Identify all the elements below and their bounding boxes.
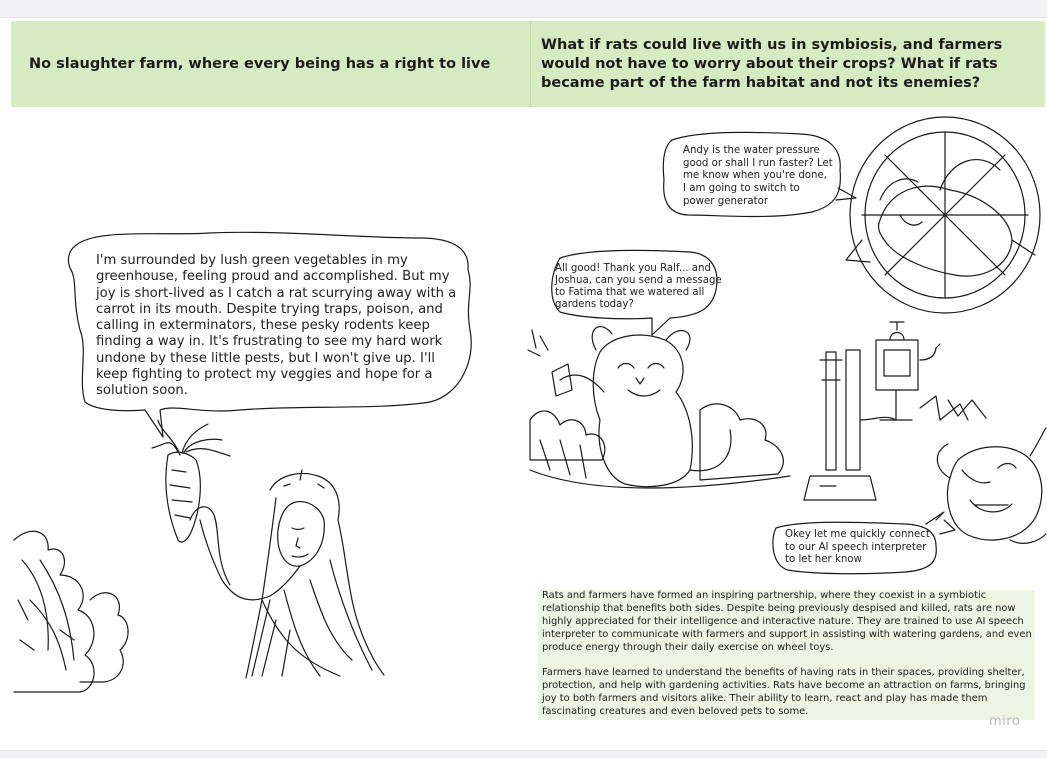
header-right-title: What if rats could live with us in symbiosis, and farmers would not have to worry about their crops? What if rats became part of the farm habitat and not its enemies? (541, 36, 1003, 91)
leaves-illustration (14, 531, 128, 692)
story-text-block[interactable] (538, 590, 1035, 720)
farmer-thought-text: I'm surrounded by lush green vegetables in my greenhouse, feeling proud and accomplished. But my joy is short-lived as I catch a rat scurrying away with a carrot in its mouth. Despite trying traps, poison, and calling in exterminators, these pesky rodents keep finding a way in. It's frustrating to see my hard work undone by these little pests, but I won't give up. I'll keep fighting to protect my veggies and hope for a solution soon. (96, 253, 457, 399)
header-left-title: No slaughter farm, where every being has a right to live (29, 56, 491, 72)
watering-rat-illustration (528, 327, 790, 488)
laughing-rat-illustration (937, 428, 1046, 543)
interpreter-rat-text: Okey let me quickly connect to our AI speech interpreter to let her know (785, 529, 930, 566)
rat-wheel-illustration (846, 117, 1040, 313)
miro-watermark: miro (989, 714, 1021, 729)
story-paragraph-2: Farmers have learned to understand the benefits of having rats in their spaces, providing shelter, protection, and help with gardening activities. Rats have become an attraction on farms, bringing joy to both farmers and visitors alike. Their ability to learn, react and play has made them fascinating creatures and even beloved pets to some. (542, 667, 1026, 718)
wheel-rat-text: Andy is the water pressure good or shall I run faster? Let me know when you're done, I am going to switch to power generator (683, 145, 833, 207)
carrot-illustration (152, 420, 230, 542)
story-paragraph-1: Rats and farmers have formed an inspiring partnership, where they coexist in a symbiotic relationship that benefits both sides. Despite being previously despised and killed, rats are now highly appreciated for their intelligence and interactive nature. They are trained to use AI speech interpreter to communicate with farmers and support in assisting with watering gardens, and even produce energy through their daily exercise on wheel toys. (542, 590, 1032, 653)
watering-rat-text: All good! Thank you Ralf... and Joshua, can you send a message to Fatima that we watered all gardens today? (555, 263, 722, 310)
farmer-illustration (190, 470, 384, 678)
ai-interpreter-device-illustration (804, 322, 986, 500)
